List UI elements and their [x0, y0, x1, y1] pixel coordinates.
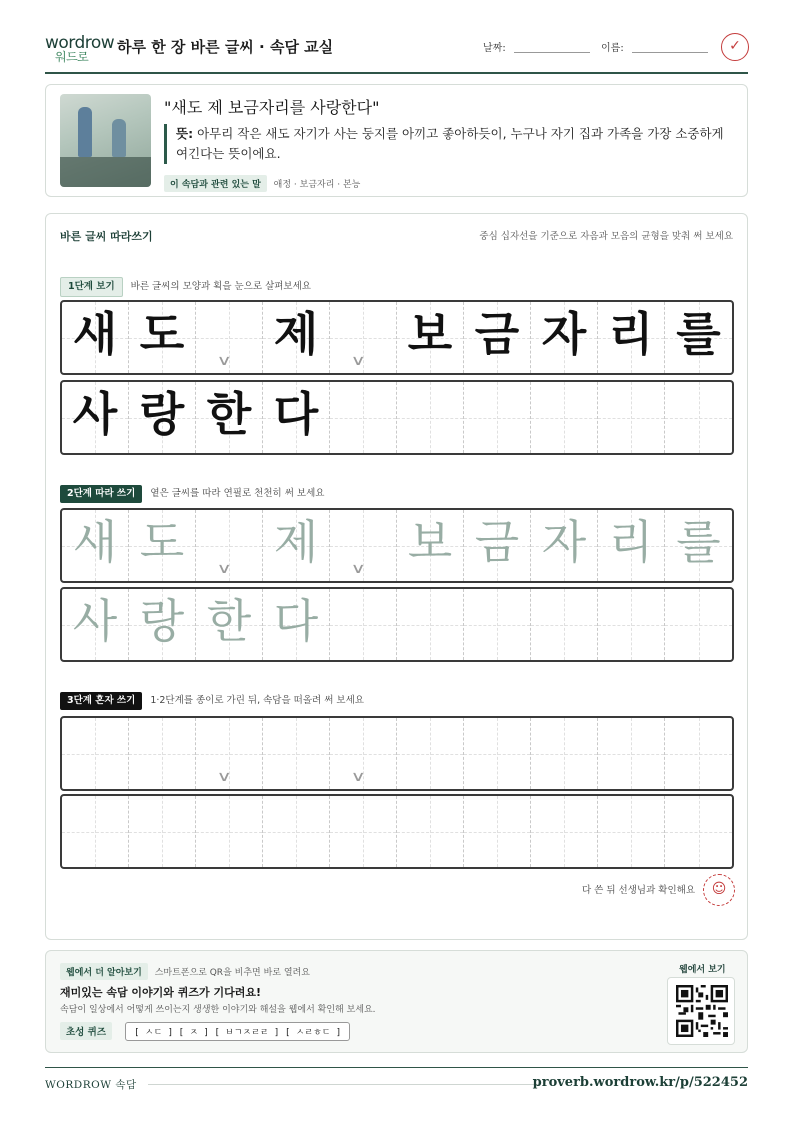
- web-label: 웹에서 보기: [679, 965, 726, 975]
- chosung-quiz: [60, 1022, 350, 1041]
- promo-description: 속담이 일상에서 어떻게 쓰이는지 생생한 이야기와 해설을 웹에서 확인해 보세요.: [60, 1005, 376, 1015]
- related-words: [164, 175, 360, 192]
- proverb-text: "새도 제 보금자리를 사랑한다": [164, 98, 380, 117]
- grid-cell: [665, 382, 732, 453]
- grid-cell[interactable]: [196, 718, 263, 789]
- quiz-value: [ ㅅㄷ ] [ ㅈ ] [ ㅂㄱㅈㄹㄹ ] [ ㅅㄹㅎㄷ ]: [125, 1022, 350, 1041]
- grid-cell[interactable]: [330, 589, 397, 660]
- grid-char: 자: [541, 307, 587, 361]
- grid-cell: [196, 302, 263, 373]
- promo-badge: 웹에서 더 알아보기: [60, 963, 148, 980]
- grid-char: 사: [72, 594, 118, 648]
- grid-cell: [129, 302, 196, 373]
- step1-badge: 1단계 보기: [60, 277, 123, 297]
- grid-cell[interactable]: [397, 510, 464, 581]
- grid-cell[interactable]: [464, 796, 531, 867]
- meaning-label: 뜻:: [176, 126, 194, 141]
- grid-cell[interactable]: [62, 796, 129, 867]
- grid-cell[interactable]: [397, 718, 464, 789]
- name-label: 이름:: [601, 43, 624, 54]
- footer-url[interactable]: proverb.wordrow.kr/p/522452: [532, 1075, 748, 1090]
- promo-top: [60, 963, 310, 980]
- grid-cell[interactable]: [263, 796, 330, 867]
- grid-cell[interactable]: [665, 718, 732, 789]
- grid-cell[interactable]: [598, 589, 665, 660]
- grid-cell[interactable]: [129, 718, 196, 789]
- grid-cell: [196, 382, 263, 453]
- step1-row-2: [60, 380, 734, 455]
- step3-header: [60, 692, 364, 710]
- step2-badge: 2단계 따라 쓰기: [60, 485, 142, 503]
- proverb-illustration: [60, 94, 151, 187]
- proverb-card: [45, 84, 748, 197]
- grid-cell[interactable]: [330, 796, 397, 867]
- step1-text: 바른 글씨의 모양과 획을 눈으로 살펴보세요: [130, 281, 311, 292]
- grid-char: 다: [273, 594, 319, 648]
- grid-cell: [330, 382, 397, 453]
- step1-row-1: [60, 300, 734, 375]
- grid-char: 랑: [139, 387, 185, 441]
- grid-char: 도: [139, 515, 185, 569]
- proverb-meaning: [164, 124, 734, 164]
- step2-header: [60, 485, 324, 503]
- grid-cell[interactable]: [330, 718, 397, 789]
- grid-char: 사: [72, 387, 118, 441]
- step2-text: 옅은 글씨를 따라 연필로 천천히 써 보세요: [150, 488, 325, 499]
- grid-cell[interactable]: [464, 510, 531, 581]
- grid-char: 금: [474, 307, 520, 361]
- grid-char: 제: [273, 307, 319, 361]
- grid-cell[interactable]: [397, 796, 464, 867]
- logo-subtext: 워드로: [55, 50, 89, 64]
- check-text: 다 쓴 뒤 선생님과 확인해요: [581, 885, 695, 896]
- grid-char: 를: [676, 307, 721, 361]
- space-mark-icon: ∨: [350, 561, 366, 577]
- grid-cell[interactable]: [665, 510, 732, 581]
- grid-cell[interactable]: [129, 796, 196, 867]
- grid-char: 랑: [139, 594, 185, 648]
- step2-row-2[interactable]: [60, 587, 734, 662]
- grid-cell: [531, 302, 598, 373]
- grid-cell[interactable]: [531, 796, 598, 867]
- grid-cell[interactable]: [464, 589, 531, 660]
- teacher-stamp-icon: ☺: [703, 874, 735, 906]
- check-stamp-icon: ✓: [721, 33, 749, 61]
- step3-row-1[interactable]: [60, 716, 734, 791]
- related-list: 애정 · 보금자리 · 본능: [273, 180, 361, 190]
- grid-char: 도: [139, 307, 185, 361]
- step3-badge: 3단계 혼자 쓰기: [60, 692, 142, 710]
- grid-cell[interactable]: [598, 510, 665, 581]
- grid-cell: [62, 302, 129, 373]
- grid-cell: [464, 302, 531, 373]
- promo-hint: 스마트폰으로 QR을 비추면 바로 열려요: [154, 968, 310, 978]
- grid-char: 한: [206, 387, 252, 441]
- qr-code[interactable]: [667, 977, 735, 1045]
- grid-char: 제: [273, 515, 319, 569]
- grid-cell[interactable]: [62, 589, 129, 660]
- page-footer: [45, 1067, 748, 1091]
- date-field[interactable]: [483, 39, 590, 54]
- grid-char: 한: [206, 594, 252, 648]
- grid-cell[interactable]: [665, 796, 732, 867]
- step3-text: 1·2단계를 종이로 가린 뒤, 속담을 떠올려 써 보세요: [150, 695, 364, 706]
- grid-cell: [263, 302, 330, 373]
- grid-cell: [464, 382, 531, 453]
- grid-char: 를: [676, 515, 721, 569]
- page-header: [45, 30, 748, 74]
- grid-cell: [397, 382, 464, 453]
- step2-row-1[interactable]: [60, 508, 734, 583]
- grid-cell[interactable]: [196, 589, 263, 660]
- grid-cell[interactable]: [62, 718, 129, 789]
- space-mark-icon: ∨: [216, 561, 232, 577]
- grid-cell[interactable]: [129, 589, 196, 660]
- practice-section: [45, 213, 748, 940]
- grid-cell[interactable]: [196, 510, 263, 581]
- grid-cell[interactable]: [196, 796, 263, 867]
- grid-cell[interactable]: [598, 718, 665, 789]
- grid-char: 금: [474, 515, 520, 569]
- grid-cell: [62, 382, 129, 453]
- grid-cell[interactable]: [263, 589, 330, 660]
- quiz-label: 초성 퀴즈: [60, 1022, 112, 1040]
- space-mark-icon: ∨: [216, 353, 232, 369]
- grid-cell[interactable]: [665, 589, 732, 660]
- grid-cell[interactable]: [263, 718, 330, 789]
- grid-char: 보: [407, 307, 453, 361]
- space-mark-icon: ∨: [350, 353, 366, 369]
- grid-cell[interactable]: [62, 510, 129, 581]
- name-field[interactable]: [601, 39, 708, 54]
- grid-cell: [531, 382, 598, 453]
- grid-cell[interactable]: [397, 589, 464, 660]
- related-label: 이 속담과 관련 있는 말: [164, 175, 267, 192]
- grid-char: 리: [608, 515, 654, 569]
- promo-headline: 재미있는 속담 이야기와 퀴즈가 기다려요!: [60, 986, 261, 999]
- logo-text: wordrow: [45, 33, 115, 53]
- grid-cell: [397, 302, 464, 373]
- grid-cell: [129, 382, 196, 453]
- practice-title: 바른 글씨 따라쓰기: [60, 230, 153, 243]
- grid-char: 자: [541, 515, 587, 569]
- grid-cell[interactable]: [531, 718, 598, 789]
- date-label: 날짜:: [483, 43, 506, 54]
- grid-cell: [263, 382, 330, 453]
- grid-cell: [598, 302, 665, 373]
- step1-header: [60, 277, 311, 295]
- grid-char: 새: [72, 307, 118, 361]
- web-promo: [45, 950, 748, 1053]
- space-mark-icon: ∨: [350, 769, 366, 785]
- space-mark-icon: ∨: [216, 769, 232, 785]
- grid-cell[interactable]: [531, 510, 598, 581]
- grid-cell[interactable]: [263, 510, 330, 581]
- meaning-text: 아무리 작은 새도 자기가 사는 둥지를 아끼고 좋아하듯이, 누구나 자기 집과 가족을 가장 소중하게 여긴다는 뜻이에요.: [176, 126, 724, 161]
- footer-brand: WORDROW 속담: [45, 1079, 137, 1091]
- grid-cell: [665, 302, 732, 373]
- grid-cell: [330, 302, 397, 373]
- qr-code-icon: [676, 985, 728, 1037]
- grid-cell[interactable]: [531, 589, 598, 660]
- grid-cell[interactable]: [330, 510, 397, 581]
- logo: [45, 33, 115, 64]
- practice-hint: 중심 십자선을 기준으로 자음과 모음의 균형을 맞춰 써 보세요: [479, 231, 733, 242]
- grid-char: 보: [407, 515, 453, 569]
- page-title: 하루 한 장 바른 글씨 · 속담 교실: [117, 38, 334, 56]
- grid-char: 리: [608, 307, 654, 361]
- grid-cell: [598, 382, 665, 453]
- grid-cell[interactable]: [129, 510, 196, 581]
- grid-char: 새: [72, 515, 118, 569]
- grid-cell[interactable]: [598, 796, 665, 867]
- step3-row-2[interactable]: [60, 794, 734, 869]
- grid-cell[interactable]: [464, 718, 531, 789]
- grid-char: 다: [273, 387, 319, 441]
